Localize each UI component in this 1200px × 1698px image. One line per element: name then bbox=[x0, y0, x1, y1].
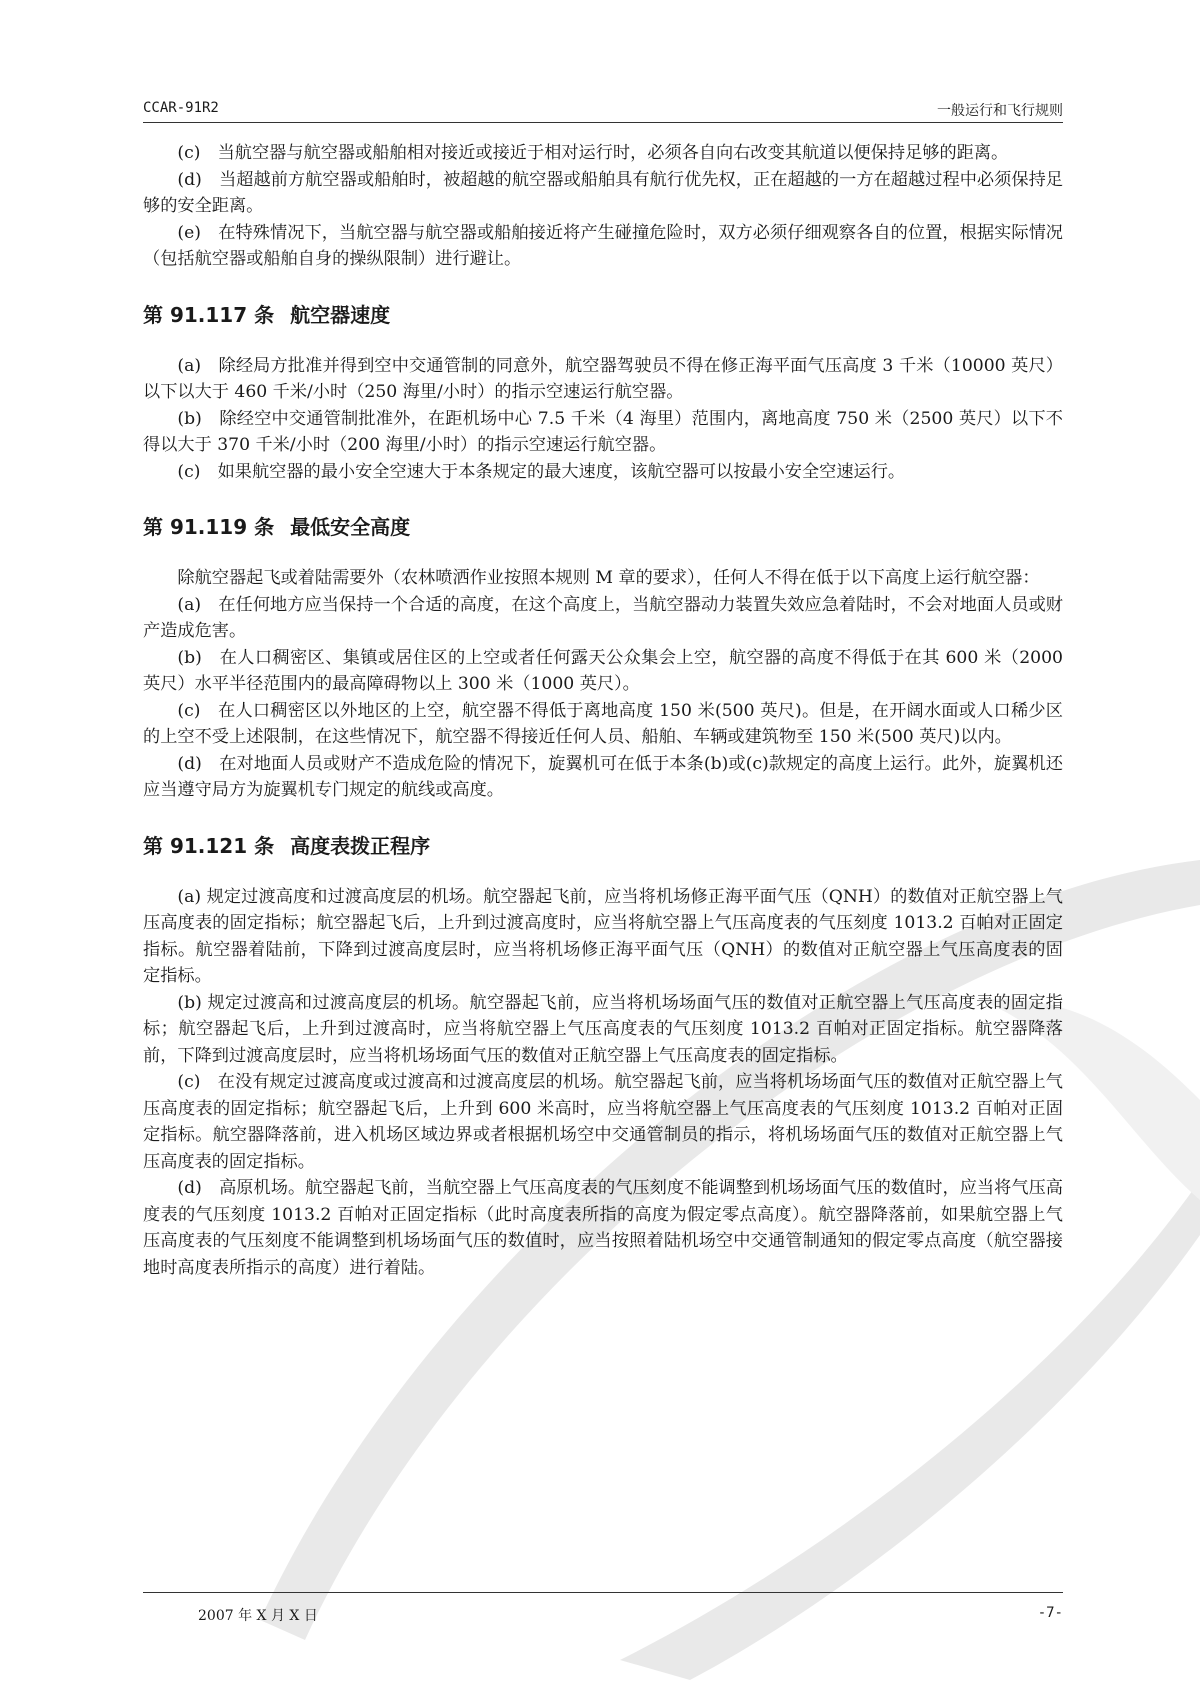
paragraph: (e) 在特殊情况下，当航空器与航空器或船舶接近将产生碰撞危险时，双方必须仔细观察各自的位置，根据实际情况（包括航空器或船舶自身的操纵限制）进行避让。 bbox=[143, 222, 1063, 269]
article-title: 航空器速度 bbox=[290, 302, 391, 327]
section-heading bbox=[143, 832, 1063, 860]
page-body bbox=[143, 140, 1063, 1281]
paragraph: (c) 当航空器与航空器或船舶相对接近或接近于相对运行时，必须各自向右改变其航道以便保持足够的距离。 bbox=[177, 143, 1009, 163]
paragraph: (c) 在人口稠密区以外地区的上空，航空器不得低于离地高度 150 米(500 英尺)。但是，在开阔水面或人口稀少区的上空不受上述限制，在这些情况下，航空器不得接近任何人员、船舶、车辆或建筑物至 150 米(500 英尺)以内。 bbox=[143, 700, 1063, 747]
paragraph: (c) 在没有规定过渡高度或过渡高和过渡高度层的机场。航空器起飞前，应当将机场场面气压的数值对正航空器上气压高度表的固定指标；航空器起飞后，上升到 600 米高时，应当将航空器上气压高度表的气压刻度 1013.2 百帕对正固定指标。航空器降落前，进入机场区域边界或者根据机场空中交通管制员的指示，将机场场面气压的数值对正航空器上气压高度表的固定指标。 bbox=[143, 1072, 1063, 1172]
paragraph: (a) 规定过渡高度和过渡高度层的机场。航空器起飞前，应当将机场修正海平面气压（QNH）的数值对正航空器上气压高度表的固定指标；航空器起飞后，上升到过渡高度时，应当将航空器上气压高度表的气压刻度 1013.2 百帕对正固定指标。航空器着陆前，下降到过渡高度层时，应当将机场修正海平面气压（QNH）的数值对正航空器上气压高度表的固定指标。 bbox=[143, 886, 1063, 986]
page-header bbox=[143, 98, 1063, 123]
paragraph: (d) 当超越前方航空器或船舶时，被超越的航空器或船舶具有航行优先权，正在超越的一方在超越过程中必须保持足够的安全距离。 bbox=[143, 169, 1063, 216]
paragraph: (c) 如果航空器的最小安全空速大于本条规定的最大速度，该航空器可以按最小安全空速运行。 bbox=[177, 461, 906, 482]
document-chapter-title: 一般运行和飞行规则 bbox=[937, 103, 1063, 119]
paragraph: (b) 除经空中交通管制批准外，在距机场中心 7.5 千米（4 海里）范围内，离地高度 750 米（2500 英尺）以下不得以大于 370 千米/小时（200 海里/小时）的指示空速运行航空器。 bbox=[143, 408, 1063, 455]
article-number: 第 91.121 条 bbox=[143, 833, 275, 858]
paragraph: 除航空器起飞或着陆需要外（农林喷洒作业按照本规则 M 章的要求），任何人不得在低于以下高度上运行航空器： bbox=[177, 568, 1040, 588]
page-number: -7- bbox=[1037, 1605, 1063, 1621]
section-heading bbox=[143, 301, 1063, 329]
section-heading bbox=[143, 513, 1063, 541]
article-title: 最低安全高度 bbox=[290, 515, 411, 539]
paragraph: (a) 除经局方批准并得到空中交通管制的同意外，航空器驾驶员不得在修正海平面气压高度 3 千米（10000 英尺）以下以大于 460 千米/小时（250 海里/小时）的指示空速运行航空器。 bbox=[143, 355, 1063, 402]
article-title: 高度表拨正程序 bbox=[290, 833, 431, 858]
paragraph: (b) 规定过渡高和过渡高度层的机场。航空器起飞前，应当将机场场面气压的数值对正航空器上气压高度表的固定指标；航空器起飞后，上升到过渡高时，应当将航空器上气压高度表的气压刻度 1013.2 百帕对正固定指标。航空器降落前，下降到过渡高度层时，应当将机场场面气压的数值对正航空器上气压高度表的固定指标。 bbox=[143, 992, 1063, 1066]
paragraph: (a) 在任何地方应当保持一个合适的高度，在这个高度上，当航空器动力装置失效应急着陆时，不会对地面人员或财产造成危害。 bbox=[143, 594, 1063, 641]
paragraph: (d) 在对地面人员或财产不造成危险的情况下，旋翼机可在低于本条(b)或(c)款规定的高度上运行。此外，旋翼机还应当遵守局方为旋翼机专门规定的航线或高度。 bbox=[143, 753, 1063, 800]
paragraph: (d) 高原机场。航空器起飞前，当航空器上气压高度表的气压刻度不能调整到机场场面气压的数值时，应当将气压高度表的气压刻度 1013.2 百帕对正固定指标（此时高度表所指的高度为假定零点高度）。航空器降落前，如果航空器上气压高度表的气压刻度不能调整到机场场面气压的数值时，应当按照着陆机场空中交通管制通知的假定零点高度（航空器接地时高度表所指示的高度）进行着陆。 bbox=[143, 1178, 1063, 1278]
issue-date: 2007 年 X 月 X 日 bbox=[198, 1608, 318, 1624]
page-footer bbox=[143, 1592, 1063, 1627]
article-number: 第 91.117 条 bbox=[143, 302, 275, 327]
document-code: CCAR-91R2 bbox=[143, 100, 219, 116]
article-number: 第 91.119 条 bbox=[143, 515, 275, 539]
paragraph: (b) 在人口稠密区、集镇或居住区的上空或者任何露天公众集会上空，航空器的高度不得低于在其 600 米（2000 英尺）水平半径范围内的最高障碍物以上 300 米（1000 英尺）。 bbox=[143, 647, 1063, 694]
